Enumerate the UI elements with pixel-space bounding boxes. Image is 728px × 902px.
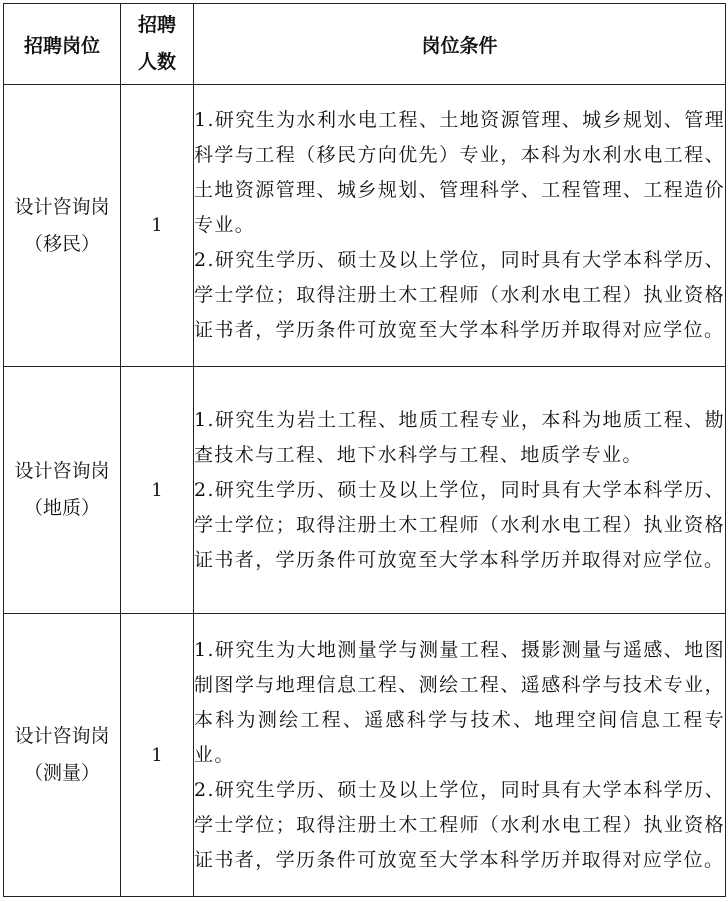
position-category: （移民） (23, 232, 100, 255)
table-header-row (4, 4, 726, 85)
condition-major: 1.研究生为大地测量学与测量工程、摄影测量与遥感、地图制图学与地理信息工程、测绘工程、遥感科学与技术专业，本科为测绘工程、遥感科学与技术、地理空间信息工程专业。 (194, 638, 725, 766)
position-category: （地质） (23, 497, 100, 519)
position-cell (4, 367, 121, 614)
conditions-cell (194, 614, 726, 897)
headcount-cell: 1 (121, 614, 194, 897)
table-row (4, 614, 726, 897)
position-cell (4, 85, 121, 367)
header-count-line2: 人数 (137, 51, 176, 73)
header-count (121, 4, 194, 85)
recruitment-table (3, 3, 726, 897)
condition-degree: 2.研究生学历、硕士及以上学位，同时具有大学本科学历、学士学位；取得注册土木工程师（水利水电工程）执业资格证书者，学历条件可放宽至大学本科学历并取得对应学位。 (194, 249, 725, 341)
condition-degree: 2.研究生学历、硕士及以上学位，同时具有大学本科学历、学士学位；取得注册土木工程师（水利水电工程）执业资格证书者，学历条件可放宽至大学本科学历并取得对应学位。 (194, 478, 725, 571)
condition-major: 1.研究生为水利水电工程、土地资源管理、城乡规划、管理科学与工程（移民方向优先）专业，本科为水利水电工程、土地资源管理、城乡规划、管理科学、工程管理、工程造价专业。 (194, 109, 725, 236)
position-name: 设计咨询岗 (14, 195, 110, 218)
header-conditions: 岗位条件 (194, 4, 726, 85)
headcount-cell: 1 (121, 367, 194, 614)
position-name: 设计咨询岗 (14, 460, 110, 482)
condition-degree: 2.研究生学历、硕士及以上学位，同时具有大学本科学历、学士学位；取得注册土木工程师（水利水电工程）执业资格证书者，学历条件可放宽至大学本科学历并取得对应学位。 (194, 778, 725, 871)
conditions-cell (194, 367, 726, 614)
position-name: 设计咨询岗 (14, 725, 110, 747)
table-row (4, 367, 726, 614)
header-position: 招聘岗位 (4, 4, 121, 85)
position-category: （测量） (23, 762, 100, 784)
position-cell (4, 614, 121, 897)
table-row (4, 85, 726, 367)
headcount-cell: 1 (121, 85, 194, 367)
header-count-line1: 招聘 (137, 14, 176, 36)
condition-major: 1.研究生为岩土工程、地质工程专业，本科为地质工程、勘查技术与工程、地下水科学与工程、地质学专业。 (194, 408, 725, 466)
conditions-cell (194, 85, 726, 367)
